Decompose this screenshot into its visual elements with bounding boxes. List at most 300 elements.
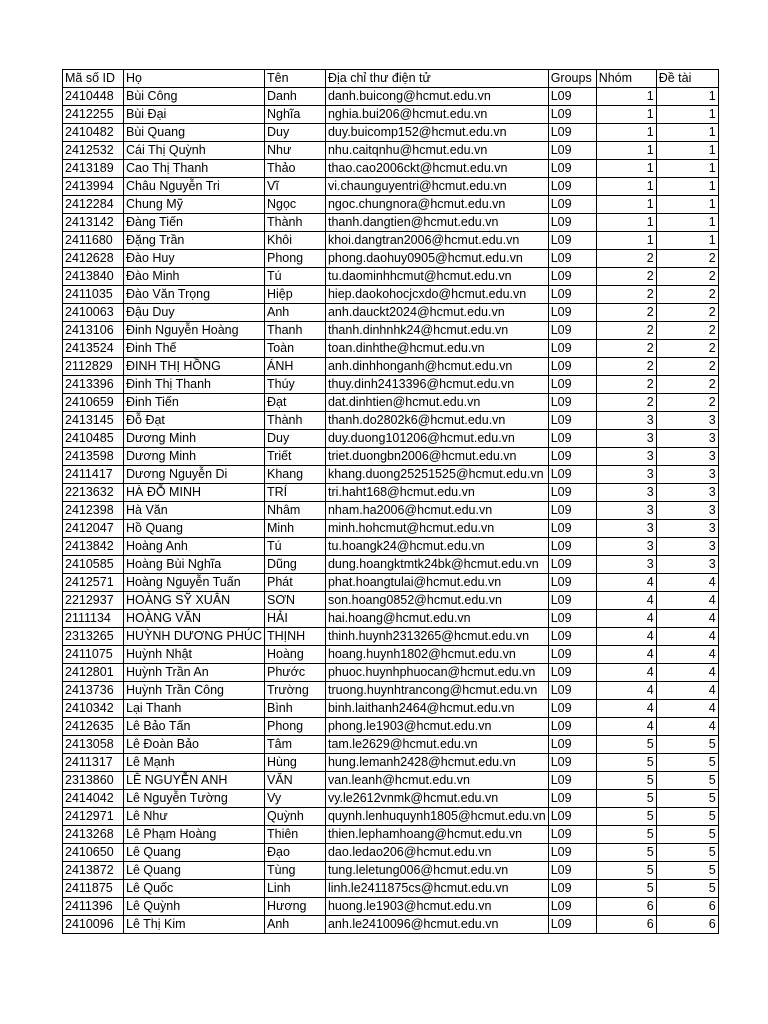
cell-de-tai[interactable]: 4 (656, 610, 718, 628)
cell-ten[interactable]: Thanh (264, 322, 325, 340)
cell-ho[interactable]: Lê Quang (124, 862, 265, 880)
cell-ho[interactable]: Dương Minh (124, 448, 265, 466)
cell-id[interactable]: 2410485 (63, 430, 124, 448)
cell-email[interactable]: tung.leletung006@hcmut.edu.vn (325, 862, 548, 880)
cell-nhom[interactable]: 5 (596, 880, 656, 898)
cell-de-tai[interactable]: 3 (656, 430, 718, 448)
cell-ten[interactable]: Quỳnh (264, 808, 325, 826)
cell-groups[interactable]: L09 (548, 628, 596, 646)
cell-email[interactable]: phong.le1903@hcmut.edu.vn (325, 718, 548, 736)
cell-ho[interactable]: Dương Nguyễn Di (124, 466, 265, 484)
cell-de-tai[interactable]: 5 (656, 754, 718, 772)
cell-email[interactable]: vy.le2612vnmk@hcmut.edu.vn (325, 790, 548, 808)
cell-ten[interactable]: Đạt (264, 394, 325, 412)
cell-groups[interactable]: L09 (548, 232, 596, 250)
cell-de-tai[interactable]: 2 (656, 322, 718, 340)
cell-id[interactable]: 2411680 (63, 232, 124, 250)
cell-email[interactable]: duy.duong101206@hcmut.edu.vn (325, 430, 548, 448)
cell-ten[interactable]: SƠN (264, 592, 325, 610)
cell-id[interactable]: 2413189 (63, 160, 124, 178)
cell-id[interactable]: 2411035 (63, 286, 124, 304)
cell-ho[interactable]: Đào Minh (124, 268, 265, 286)
cell-email[interactable]: thanh.dinhnhk24@hcmut.edu.vn (325, 322, 548, 340)
cell-nhom[interactable]: 5 (596, 808, 656, 826)
cell-nhom[interactable]: 2 (596, 358, 656, 376)
cell-ten[interactable]: Ngọc (264, 196, 325, 214)
cell-de-tai[interactable]: 2 (656, 394, 718, 412)
cell-ho[interactable]: Đỗ Đạt (124, 412, 265, 430)
cell-email[interactable]: dung.hoangktmtk24bk@hcmut.edu.vn (325, 556, 548, 574)
cell-nhom[interactable]: 5 (596, 862, 656, 880)
header-cell-email[interactable]: Địa chỉ thư điện tử (325, 70, 548, 88)
cell-ho[interactable]: Đinh Nguyễn Hoàng (124, 322, 265, 340)
cell-groups[interactable]: L09 (548, 214, 596, 232)
cell-nhom[interactable]: 2 (596, 250, 656, 268)
cell-ho[interactable]: Lê Quỳnh (124, 898, 265, 916)
cell-id[interactable]: 2411417 (63, 466, 124, 484)
cell-groups[interactable]: L09 (548, 772, 596, 790)
cell-de-tai[interactable]: 3 (656, 520, 718, 538)
cell-ho[interactable]: Đào Văn Trọng (124, 286, 265, 304)
cell-email[interactable]: phuoc.huynhphuocan@hcmut.edu.vn (325, 664, 548, 682)
cell-groups[interactable]: L09 (548, 826, 596, 844)
cell-groups[interactable]: L09 (548, 754, 596, 772)
cell-groups[interactable]: L09 (548, 304, 596, 322)
cell-groups[interactable]: L09 (548, 88, 596, 106)
cell-email[interactable]: son.hoang0852@hcmut.edu.vn (325, 592, 548, 610)
cell-email[interactable]: quynh.lenhuquynh1805@hcmut.edu.vn (325, 808, 548, 826)
cell-ten[interactable]: Danh (264, 88, 325, 106)
cell-nhom[interactable]: 1 (596, 232, 656, 250)
cell-ten[interactable]: Phong (264, 718, 325, 736)
cell-ten[interactable]: Khang (264, 466, 325, 484)
cell-groups[interactable]: L09 (548, 322, 596, 340)
cell-de-tai[interactable]: 2 (656, 286, 718, 304)
cell-nhom[interactable]: 1 (596, 124, 656, 142)
cell-de-tai[interactable]: 1 (656, 142, 718, 160)
cell-ten[interactable]: Duy (264, 124, 325, 142)
cell-groups[interactable]: L09 (548, 412, 596, 430)
cell-id[interactable]: 2412571 (63, 574, 124, 592)
cell-ten[interactable]: Thảo (264, 160, 325, 178)
cell-ten[interactable]: Thành (264, 412, 325, 430)
cell-email[interactable]: hoang.huynh1802@hcmut.edu.vn (325, 646, 548, 664)
cell-ten[interactable]: Anh (264, 304, 325, 322)
cell-groups[interactable]: L09 (548, 106, 596, 124)
cell-id[interactable]: 2412284 (63, 196, 124, 214)
cell-nhom[interactable]: 4 (596, 664, 656, 682)
cell-ten[interactable]: Linh (264, 880, 325, 898)
cell-de-tai[interactable]: 1 (656, 124, 718, 142)
cell-id[interactable]: 2412047 (63, 520, 124, 538)
cell-id[interactable]: 2213632 (63, 484, 124, 502)
cell-groups[interactable]: L09 (548, 484, 596, 502)
cell-groups[interactable]: L09 (548, 160, 596, 178)
cell-id[interactable]: 2410482 (63, 124, 124, 142)
cell-ho[interactable]: HUỲNH DƯƠNG PHÚC (124, 628, 265, 646)
cell-id[interactable]: 2410342 (63, 700, 124, 718)
cell-id[interactable]: 2112829 (63, 358, 124, 376)
cell-email[interactable]: binh.laithanh2464@hcmut.edu.vn (325, 700, 548, 718)
cell-ho[interactable]: ĐINH THỊ HỒNG (124, 358, 265, 376)
cell-ho[interactable]: Lê Mạnh (124, 754, 265, 772)
cell-ho[interactable]: Lại Thanh (124, 700, 265, 718)
cell-ho[interactable]: HOÀNG VĂN (124, 610, 265, 628)
cell-id[interactable]: 2410650 (63, 844, 124, 862)
cell-ten[interactable]: Minh (264, 520, 325, 538)
cell-ten[interactable]: Triết (264, 448, 325, 466)
cell-ten[interactable]: Nghĩa (264, 106, 325, 124)
cell-email[interactable]: thien.lephamhoang@hcmut.edu.vn (325, 826, 548, 844)
cell-groups[interactable]: L09 (548, 286, 596, 304)
cell-ho[interactable]: Dương Minh (124, 430, 265, 448)
cell-de-tai[interactable]: 2 (656, 340, 718, 358)
cell-nhom[interactable]: 4 (596, 718, 656, 736)
cell-de-tai[interactable]: 4 (656, 664, 718, 682)
cell-nhom[interactable]: 3 (596, 538, 656, 556)
cell-nhom[interactable]: 4 (596, 700, 656, 718)
cell-ho[interactable]: Đinh Thế (124, 340, 265, 358)
cell-email[interactable]: minh.hohcmut@hcmut.edu.vn (325, 520, 548, 538)
cell-ho[interactable]: Lê Như (124, 808, 265, 826)
cell-email[interactable]: thao.cao2006ckt@hcmut.edu.vn (325, 160, 548, 178)
cell-nhom[interactable]: 1 (596, 196, 656, 214)
cell-email[interactable]: hung.lemanh2428@hcmut.edu.vn (325, 754, 548, 772)
cell-email[interactable]: ngoc.chungnora@hcmut.edu.vn (325, 196, 548, 214)
cell-ho[interactable]: Hoàng Nguyễn Tuấn (124, 574, 265, 592)
cell-ho[interactable]: Đinh Thị Thanh (124, 376, 265, 394)
cell-id[interactable]: 2412801 (63, 664, 124, 682)
cell-email[interactable]: anh.dinhhonganh@hcmut.edu.vn (325, 358, 548, 376)
cell-email[interactable]: thinh.huynh2313265@hcmut.edu.vn (325, 628, 548, 646)
cell-nhom[interactable]: 3 (596, 556, 656, 574)
cell-ten[interactable]: ÁNH (264, 358, 325, 376)
cell-ten[interactable]: TRÍ (264, 484, 325, 502)
cell-ten[interactable]: Anh (264, 916, 325, 934)
cell-nhom[interactable]: 2 (596, 340, 656, 358)
cell-email[interactable]: tu.daominhhcmut@hcmut.edu.vn (325, 268, 548, 286)
cell-email[interactable]: thanh.dangtien@hcmut.edu.vn (325, 214, 548, 232)
cell-ho[interactable]: Hồ Quang (124, 520, 265, 538)
cell-email[interactable]: triet.duongbn2006@hcmut.edu.vn (325, 448, 548, 466)
cell-id[interactable]: 2413142 (63, 214, 124, 232)
cell-ho[interactable]: Hoàng Anh (124, 538, 265, 556)
cell-groups[interactable]: L09 (548, 448, 596, 466)
cell-nhom[interactable]: 4 (596, 574, 656, 592)
cell-email[interactable]: huong.le1903@hcmut.edu.vn (325, 898, 548, 916)
cell-de-tai[interactable]: 1 (656, 232, 718, 250)
cell-groups[interactable]: L09 (548, 466, 596, 484)
cell-groups[interactable]: L09 (548, 250, 596, 268)
cell-groups[interactable]: L09 (548, 682, 596, 700)
header-cell-de-tai[interactable]: Đề tài (656, 70, 718, 88)
cell-ho[interactable]: Lê Đoàn Bảo (124, 736, 265, 754)
cell-de-tai[interactable]: 4 (656, 682, 718, 700)
cell-id[interactable]: 2413842 (63, 538, 124, 556)
cell-ten[interactable]: THỊNH (264, 628, 325, 646)
cell-groups[interactable]: L09 (548, 502, 596, 520)
cell-ho[interactable]: Châu Nguyễn Tri (124, 178, 265, 196)
cell-nhom[interactable]: 3 (596, 466, 656, 484)
cell-email[interactable]: dao.ledao206@hcmut.edu.vn (325, 844, 548, 862)
header-cell-groups[interactable]: Groups (548, 70, 596, 88)
cell-de-tai[interactable]: 5 (656, 880, 718, 898)
cell-ho[interactable]: Đàng Tiến (124, 214, 265, 232)
cell-de-tai[interactable]: 5 (656, 826, 718, 844)
cell-nhom[interactable]: 3 (596, 520, 656, 538)
cell-ho[interactable]: Đặng Trần (124, 232, 265, 250)
cell-id[interactable]: 2413840 (63, 268, 124, 286)
cell-ten[interactable]: Tâm (264, 736, 325, 754)
cell-de-tai[interactable]: 1 (656, 214, 718, 232)
cell-de-tai[interactable]: 2 (656, 358, 718, 376)
cell-ten[interactable]: HẢI (264, 610, 325, 628)
cell-nhom[interactable]: 5 (596, 790, 656, 808)
cell-email[interactable]: vi.chaunguyentri@hcmut.edu.vn (325, 178, 548, 196)
cell-nhom[interactable]: 4 (596, 628, 656, 646)
cell-groups[interactable]: L09 (548, 898, 596, 916)
cell-email[interactable]: tu.hoangk24@hcmut.edu.vn (325, 538, 548, 556)
cell-email[interactable]: tri.haht168@hcmut.edu.vn (325, 484, 548, 502)
cell-ten[interactable]: Duy (264, 430, 325, 448)
cell-groups[interactable]: L09 (548, 178, 596, 196)
cell-groups[interactable]: L09 (548, 844, 596, 862)
cell-email[interactable]: dat.dinhtien@hcmut.edu.vn (325, 394, 548, 412)
cell-email[interactable]: khoi.dangtran2006@hcmut.edu.vn (325, 232, 548, 250)
cell-nhom[interactable]: 5 (596, 754, 656, 772)
cell-ho[interactable]: Lê Quang (124, 844, 265, 862)
cell-ho[interactable]: Lê Nguyễn Tường (124, 790, 265, 808)
cell-id[interactable]: 2410063 (63, 304, 124, 322)
cell-ho[interactable]: HÀ ĐỖ MINH (124, 484, 265, 502)
cell-email[interactable]: nhu.caitqnhu@hcmut.edu.vn (325, 142, 548, 160)
cell-nhom[interactable]: 5 (596, 826, 656, 844)
cell-nhom[interactable]: 1 (596, 106, 656, 124)
cell-ho[interactable]: Lê Thị Kim (124, 916, 265, 934)
cell-email[interactable]: thuy.dinh2413396@hcmut.edu.vn (325, 376, 548, 394)
cell-groups[interactable]: L09 (548, 916, 596, 934)
cell-email[interactable]: van.leanh@hcmut.edu.vn (325, 772, 548, 790)
cell-nhom[interactable]: 4 (596, 682, 656, 700)
cell-de-tai[interactable]: 1 (656, 160, 718, 178)
cell-ten[interactable]: Tùng (264, 862, 325, 880)
cell-ho[interactable]: Hà Văn (124, 502, 265, 520)
cell-email[interactable]: danh.buicong@hcmut.edu.vn (325, 88, 548, 106)
cell-nhom[interactable]: 1 (596, 88, 656, 106)
cell-de-tai[interactable]: 3 (656, 502, 718, 520)
cell-nhom[interactable]: 5 (596, 844, 656, 862)
cell-ten[interactable]: Nhâm (264, 502, 325, 520)
cell-ten[interactable]: Dũng (264, 556, 325, 574)
cell-groups[interactable]: L09 (548, 610, 596, 628)
cell-id[interactable]: 2413106 (63, 322, 124, 340)
cell-groups[interactable]: L09 (548, 790, 596, 808)
cell-groups[interactable]: L09 (548, 196, 596, 214)
cell-id[interactable]: 2413396 (63, 376, 124, 394)
cell-id[interactable]: 2413268 (63, 826, 124, 844)
cell-nhom[interactable]: 2 (596, 376, 656, 394)
cell-email[interactable]: nghia.bui206@hcmut.edu.vn (325, 106, 548, 124)
cell-id[interactable]: 2412635 (63, 718, 124, 736)
cell-nhom[interactable]: 1 (596, 142, 656, 160)
cell-email[interactable]: hiep.daokohocjcxdo@hcmut.edu.vn (325, 286, 548, 304)
cell-nhom[interactable]: 3 (596, 484, 656, 502)
cell-nhom[interactable]: 3 (596, 502, 656, 520)
cell-ten[interactable]: Hoàng (264, 646, 325, 664)
cell-email[interactable]: anh.dauckt2024@hcmut.edu.vn (325, 304, 548, 322)
cell-groups[interactable]: L09 (548, 880, 596, 898)
cell-email[interactable]: nham.ha2006@hcmut.edu.vn (325, 502, 548, 520)
cell-ten[interactable]: Trường (264, 682, 325, 700)
cell-ho[interactable]: Lê Phạm Hoàng (124, 826, 265, 844)
cell-id[interactable]: 2411075 (63, 646, 124, 664)
cell-ho[interactable]: Huỳnh Nhật (124, 646, 265, 664)
cell-ten[interactable]: Đạo (264, 844, 325, 862)
cell-nhom[interactable]: 1 (596, 160, 656, 178)
cell-de-tai[interactable]: 5 (656, 808, 718, 826)
cell-ten[interactable]: Khôi (264, 232, 325, 250)
cell-de-tai[interactable]: 2 (656, 268, 718, 286)
cell-ho[interactable]: Huỳnh Trần Công (124, 682, 265, 700)
cell-ten[interactable]: VĂN (264, 772, 325, 790)
cell-ho[interactable]: Đào Huy (124, 250, 265, 268)
cell-ho[interactable]: LÊ NGUYỄN ANH (124, 772, 265, 790)
cell-nhom[interactable]: 5 (596, 772, 656, 790)
cell-id[interactable]: 2313265 (63, 628, 124, 646)
cell-ho[interactable]: Bùi Công (124, 88, 265, 106)
cell-id[interactable]: 2413872 (63, 862, 124, 880)
cell-de-tai[interactable]: 2 (656, 376, 718, 394)
cell-de-tai[interactable]: 2 (656, 304, 718, 322)
cell-groups[interactable]: L09 (548, 268, 596, 286)
cell-nhom[interactable]: 1 (596, 178, 656, 196)
cell-ten[interactable]: Hùng (264, 754, 325, 772)
cell-de-tai[interactable]: 1 (656, 106, 718, 124)
cell-nhom[interactable]: 3 (596, 430, 656, 448)
cell-email[interactable]: linh.le2411875cs@hcmut.edu.vn (325, 880, 548, 898)
cell-de-tai[interactable]: 4 (656, 628, 718, 646)
cell-email[interactable]: anh.le2410096@hcmut.edu.vn (325, 916, 548, 934)
cell-groups[interactable]: L09 (548, 520, 596, 538)
cell-de-tai[interactable]: 5 (656, 844, 718, 862)
cell-groups[interactable]: L09 (548, 358, 596, 376)
cell-id[interactable]: 2413598 (63, 448, 124, 466)
cell-email[interactable]: thanh.do2802k6@hcmut.edu.vn (325, 412, 548, 430)
cell-ho[interactable]: Bùi Quang (124, 124, 265, 142)
cell-ten[interactable]: Phong (264, 250, 325, 268)
cell-email[interactable]: tam.le2629@hcmut.edu.vn (325, 736, 548, 754)
cell-groups[interactable]: L09 (548, 538, 596, 556)
cell-de-tai[interactable]: 4 (656, 700, 718, 718)
cell-email[interactable]: phat.hoangtulai@hcmut.edu.vn (325, 574, 548, 592)
cell-de-tai[interactable]: 4 (656, 592, 718, 610)
cell-nhom[interactable]: 1 (596, 214, 656, 232)
cell-ho[interactable]: Hoàng Bùi Nghĩa (124, 556, 265, 574)
cell-id[interactable]: 2412255 (63, 106, 124, 124)
cell-ho[interactable]: Đậu Duy (124, 304, 265, 322)
cell-id[interactable]: 2412532 (63, 142, 124, 160)
cell-nhom[interactable]: 4 (596, 610, 656, 628)
cell-nhom[interactable]: 3 (596, 448, 656, 466)
cell-de-tai[interactable]: 4 (656, 718, 718, 736)
cell-id[interactable]: 2410659 (63, 394, 124, 412)
cell-ten[interactable]: Phát (264, 574, 325, 592)
cell-nhom[interactable]: 2 (596, 268, 656, 286)
cell-id[interactable]: 2411875 (63, 880, 124, 898)
cell-groups[interactable]: L09 (548, 124, 596, 142)
cell-de-tai[interactable]: 6 (656, 916, 718, 934)
cell-de-tai[interactable]: 5 (656, 772, 718, 790)
cell-de-tai[interactable]: 3 (656, 538, 718, 556)
cell-id[interactable]: 2412971 (63, 808, 124, 826)
cell-de-tai[interactable]: 5 (656, 790, 718, 808)
header-cell-id[interactable]: Mã số ID (63, 70, 124, 88)
cell-de-tai[interactable]: 5 (656, 862, 718, 880)
cell-nhom[interactable]: 2 (596, 322, 656, 340)
cell-groups[interactable]: L09 (548, 718, 596, 736)
cell-ho[interactable]: Bùi Đại (124, 106, 265, 124)
cell-id[interactable]: 2313860 (63, 772, 124, 790)
cell-de-tai[interactable]: 2 (656, 250, 718, 268)
cell-id[interactable]: 2413145 (63, 412, 124, 430)
cell-id[interactable]: 2111134 (63, 610, 124, 628)
cell-nhom[interactable]: 6 (596, 916, 656, 934)
cell-nhom[interactable]: 4 (596, 646, 656, 664)
cell-nhom[interactable]: 5 (596, 736, 656, 754)
cell-email[interactable]: duy.buicomp152@hcmut.edu.vn (325, 124, 548, 142)
cell-id[interactable]: 2412398 (63, 502, 124, 520)
cell-ten[interactable]: Vy (264, 790, 325, 808)
header-cell-nhom[interactable]: Nhóm (596, 70, 656, 88)
cell-id[interactable]: 2414042 (63, 790, 124, 808)
cell-de-tai[interactable]: 3 (656, 466, 718, 484)
cell-groups[interactable]: L09 (548, 664, 596, 682)
cell-email[interactable]: hai.hoang@hcmut.edu.vn (325, 610, 548, 628)
cell-groups[interactable]: L09 (548, 862, 596, 880)
cell-groups[interactable]: L09 (548, 700, 596, 718)
cell-id[interactable]: 2413736 (63, 682, 124, 700)
cell-groups[interactable]: L09 (548, 394, 596, 412)
cell-ten[interactable]: Phước (264, 664, 325, 682)
cell-nhom[interactable]: 2 (596, 286, 656, 304)
cell-de-tai[interactable]: 3 (656, 448, 718, 466)
cell-groups[interactable]: L09 (548, 646, 596, 664)
cell-email[interactable]: khang.duong25251525@hcmut.edu.vn (325, 466, 548, 484)
cell-id[interactable]: 2412628 (63, 250, 124, 268)
cell-id[interactable]: 2413524 (63, 340, 124, 358)
cell-de-tai[interactable]: 4 (656, 646, 718, 664)
cell-ten[interactable]: Vĩ (264, 178, 325, 196)
cell-id[interactable]: 2410448 (63, 88, 124, 106)
cell-ten[interactable]: Toàn (264, 340, 325, 358)
cell-id[interactable]: 2410096 (63, 916, 124, 934)
cell-ho[interactable]: Lê Bảo Tấn (124, 718, 265, 736)
cell-ho[interactable]: Lê Quốc (124, 880, 265, 898)
cell-ten[interactable]: Tú (264, 268, 325, 286)
cell-ten[interactable]: Hương (264, 898, 325, 916)
cell-nhom[interactable]: 3 (596, 412, 656, 430)
cell-nhom[interactable]: 4 (596, 592, 656, 610)
cell-nhom[interactable]: 2 (596, 394, 656, 412)
cell-ten[interactable]: Hiệp (264, 286, 325, 304)
cell-ten[interactable]: Thúy (264, 376, 325, 394)
cell-groups[interactable]: L09 (548, 574, 596, 592)
cell-id[interactable]: 2410585 (63, 556, 124, 574)
cell-groups[interactable]: L09 (548, 376, 596, 394)
cell-ho[interactable]: Cái Thị Quỳnh (124, 142, 265, 160)
cell-de-tai[interactable]: 6 (656, 898, 718, 916)
cell-groups[interactable]: L09 (548, 736, 596, 754)
